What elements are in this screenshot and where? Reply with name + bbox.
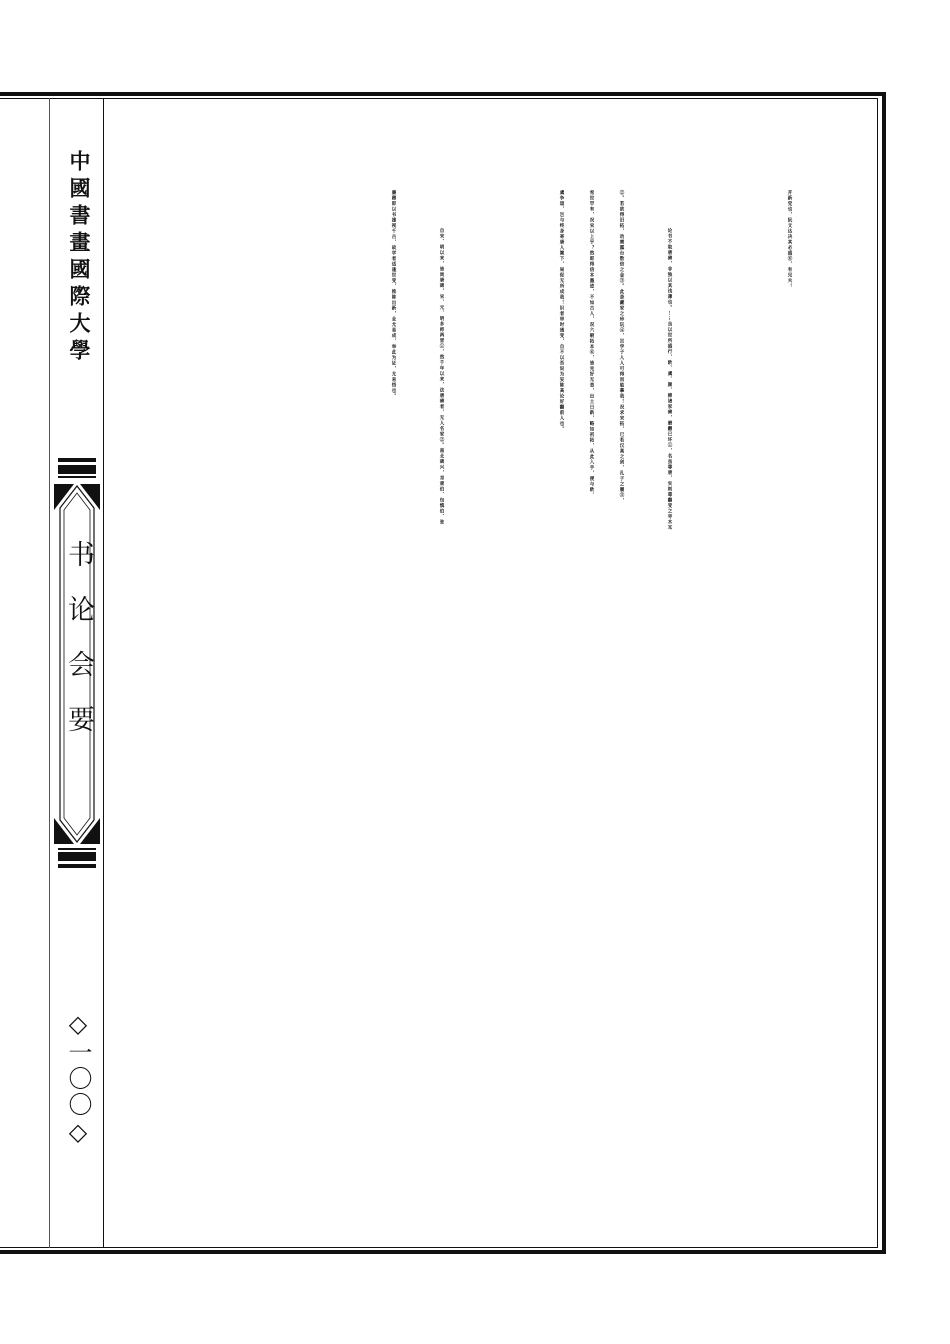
- note-column: [720, 190, 738, 1170]
- book-title: 书论会要: [63, 540, 94, 760]
- text-column: ②。若欲得旧拓，动需露台数倍之金③。此是藏家之珍玩④，岂学子人人可得而临摹哉！况求宋拓，已若汉高之剑，孔子之履⑤，: [619, 190, 624, 504]
- school-name: 中國書畫國際大學: [67, 150, 91, 366]
- title-ornament-bottom: [50, 848, 104, 870]
- text-column: 论书不取唐碑，非独以其浅薄也。……良以世所盛行，欧、虞、颜、柳诸家碑，磨翻已坏①，名虽尊唐，实则尊翻变之枣木耳: [667, 228, 672, 531]
- text-column: 廉卿即以书雄视千古，故学者适逢世变，推陈出新，业尤易成，举此为证，尤易悟也。: [391, 190, 396, 399]
- note-column: [684, 190, 702, 1170]
- text-column: 开新党也，阮文达决其必盛⑥，有见夫！: [787, 190, 792, 289]
- text-column: 虞争道，岂与终身寄唐人篱下，局促无所成哉！识者审时通变，自不以吾说为妄陈高论好翻前人也。: [559, 190, 564, 432]
- page-number: ◇一〇〇◇: [64, 1010, 92, 1148]
- note-column: [456, 190, 474, 1170]
- body-text: [284, 190, 804, 1170]
- text-column: 自宋、明以来，皆尚唐碑，宋、元、明多师两晋①，然千年以来，法唐碑者，无人名家②。南北碑兴，邓顽伯、包慎伯、张: [439, 228, 444, 525]
- note-column: [360, 190, 378, 1170]
- note-column: [492, 190, 510, 1170]
- text-column: 希世罕有，况宋以上乎？然即得信本墨迹，不如古人，况六朝拓本⑥，皆完好无恙，出土日新，略如初拓，从此入手，便与欧、: [589, 190, 594, 498]
- note-column: [702, 190, 720, 1170]
- note-column: [756, 190, 774, 1170]
- note-column: [528, 190, 546, 1170]
- note-column: [474, 190, 492, 1170]
- title-ornament-top: [50, 458, 104, 480]
